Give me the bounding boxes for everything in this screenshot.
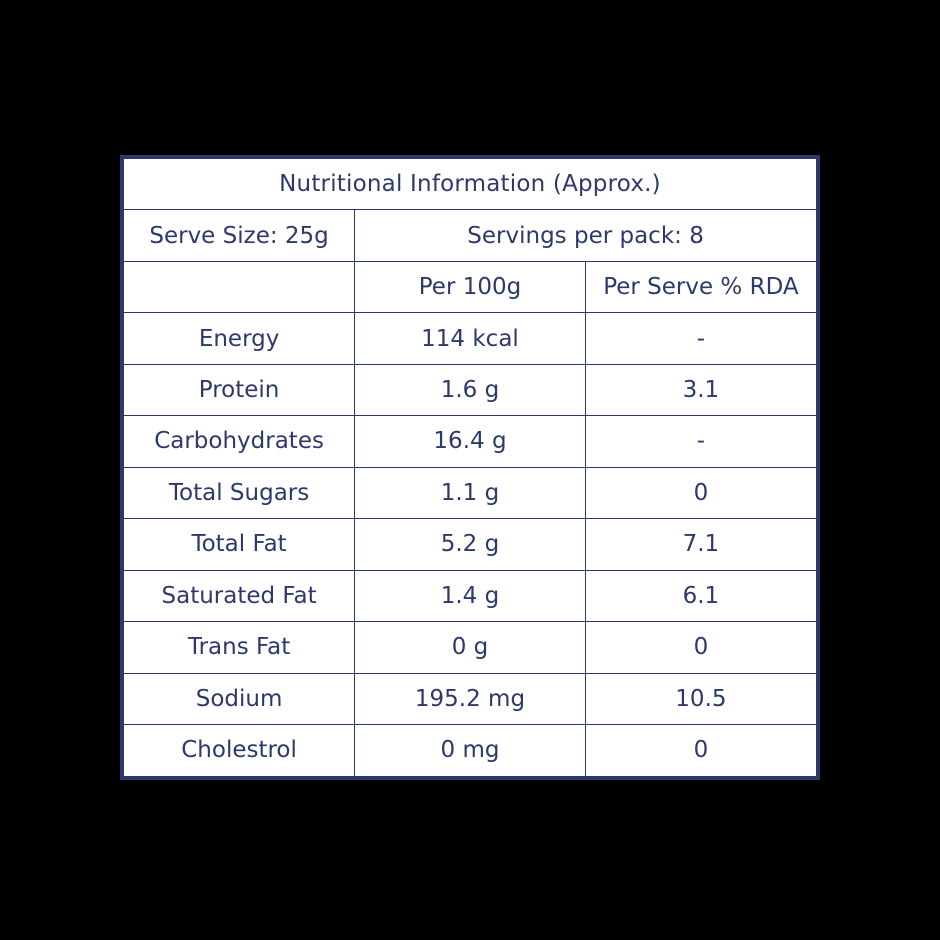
nutrient-per-100g: 0 g [355,622,586,673]
column-header-blank [124,261,355,312]
nutrition-panel [120,155,820,780]
serve-size-cell: Serve Size: 25g [124,210,355,261]
column-header-per-100g: Per 100g [355,261,586,312]
nutrient-name: Protein [124,364,355,415]
nutrient-name: Saturated Fat [124,570,355,621]
table-row [124,364,816,415]
table-row [124,724,816,776]
column-header-per-serve-rda: Per Serve % RDA [585,261,816,312]
table-row [124,416,816,467]
nutrient-per-serve-rda: 10.5 [585,673,816,724]
nutrient-name: Total Fat [124,519,355,570]
table-row-serving [124,210,816,261]
nutrient-name: Energy [124,313,355,364]
nutrient-name: Carbohydrates [124,416,355,467]
table-row-title [124,159,816,210]
nutrient-name: Trans Fat [124,622,355,673]
table-row [124,673,816,724]
nutrient-per-serve-rda: - [585,416,816,467]
nutrient-per-100g: 5.2 g [355,519,586,570]
table-row [124,313,816,364]
servings-per-pack-cell: Servings per pack: 8 [355,210,816,261]
table-row [124,467,816,518]
nutrient-name: Cholestrol [124,724,355,776]
nutrient-per-serve-rda: 6.1 [585,570,816,621]
table-row-headers [124,261,816,312]
table-row [124,622,816,673]
nutrient-per-100g: 16.4 g [355,416,586,467]
nutrient-name: Total Sugars [124,467,355,518]
nutrient-per-100g: 114 kcal [355,313,586,364]
nutrient-per-serve-rda: 0 [585,467,816,518]
nutrient-per-100g: 0 mg [355,724,586,776]
nutrient-per-serve-rda: 7.1 [585,519,816,570]
nutrient-per-100g: 1.4 g [355,570,586,621]
nutrition-table [124,159,816,776]
nutrient-per-serve-rda: - [585,313,816,364]
nutrient-name: Sodium [124,673,355,724]
table-row [124,570,816,621]
nutrient-per-100g: 1.1 g [355,467,586,518]
nutrient-per-serve-rda: 0 [585,724,816,776]
nutrient-per-100g: 1.6 g [355,364,586,415]
nutrient-per-100g: 195.2 mg [355,673,586,724]
panel-title: Nutritional Information (Approx.) [124,159,816,210]
nutrient-per-serve-rda: 3.1 [585,364,816,415]
table-row [124,519,816,570]
nutrient-per-serve-rda: 0 [585,622,816,673]
